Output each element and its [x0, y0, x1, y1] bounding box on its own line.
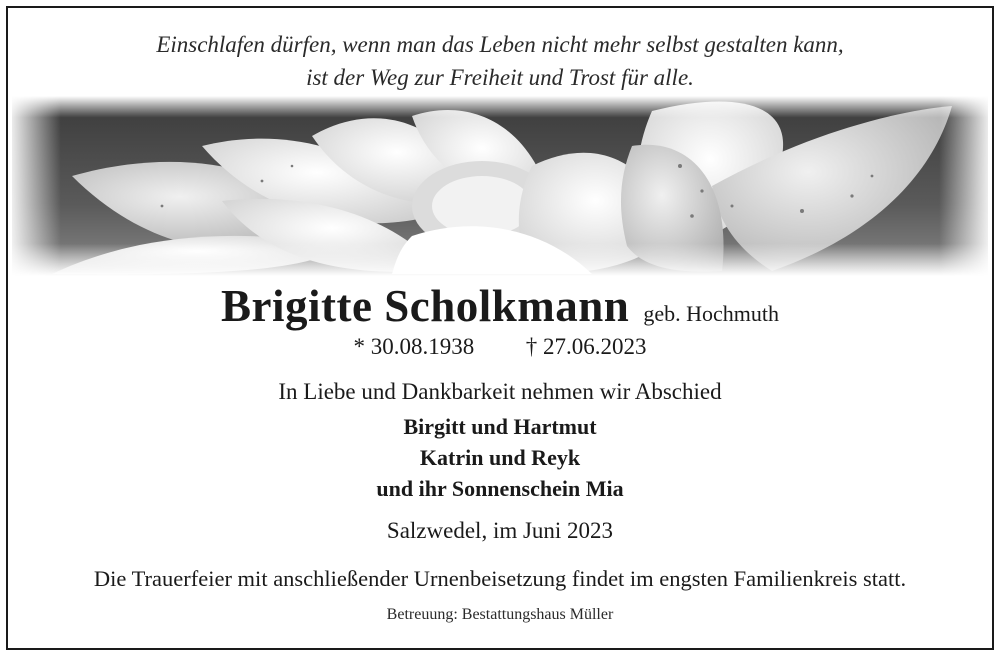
maiden-name: geb. Hochmuth [643, 301, 779, 326]
place-date: Salzwedel, im Juni 2023 [386, 518, 614, 543]
family-line-2: Katrin und Reyk [419, 445, 581, 470]
motto-line-1: Einschlafen dürfen, wenn man das Leben nicht mehr selbst gestalten kann, [156, 32, 844, 57]
undertaker-credit: Betreuung: Bestattungshaus Müller [386, 606, 614, 623]
farewell-text: In Liebe und Dankbarkeit nehmen wir Abschied [278, 379, 722, 404]
life-dates [8, 334, 992, 360]
family-line-3: und ihr Sonnenschein Mia [376, 476, 624, 501]
motto-line-2: ist der Weg zur Freiheit und Trost für alle. [306, 65, 694, 90]
obituary-card [6, 6, 994, 650]
deceased-name: Brigitte Scholkmann [221, 281, 630, 331]
water-lily-photo [12, 96, 988, 276]
birth-date: * 30.08.1938 [353, 334, 475, 359]
death-date: † 27.06.2023 [525, 334, 647, 359]
family-line-1: Birgitt und Hartmut [403, 414, 597, 439]
deceased-name-line [8, 280, 992, 332]
ceremony-note: Die Trauerfeier mit anschließender Urnenbeisetzung findet im engsten Familienkreis statt. [93, 566, 907, 591]
